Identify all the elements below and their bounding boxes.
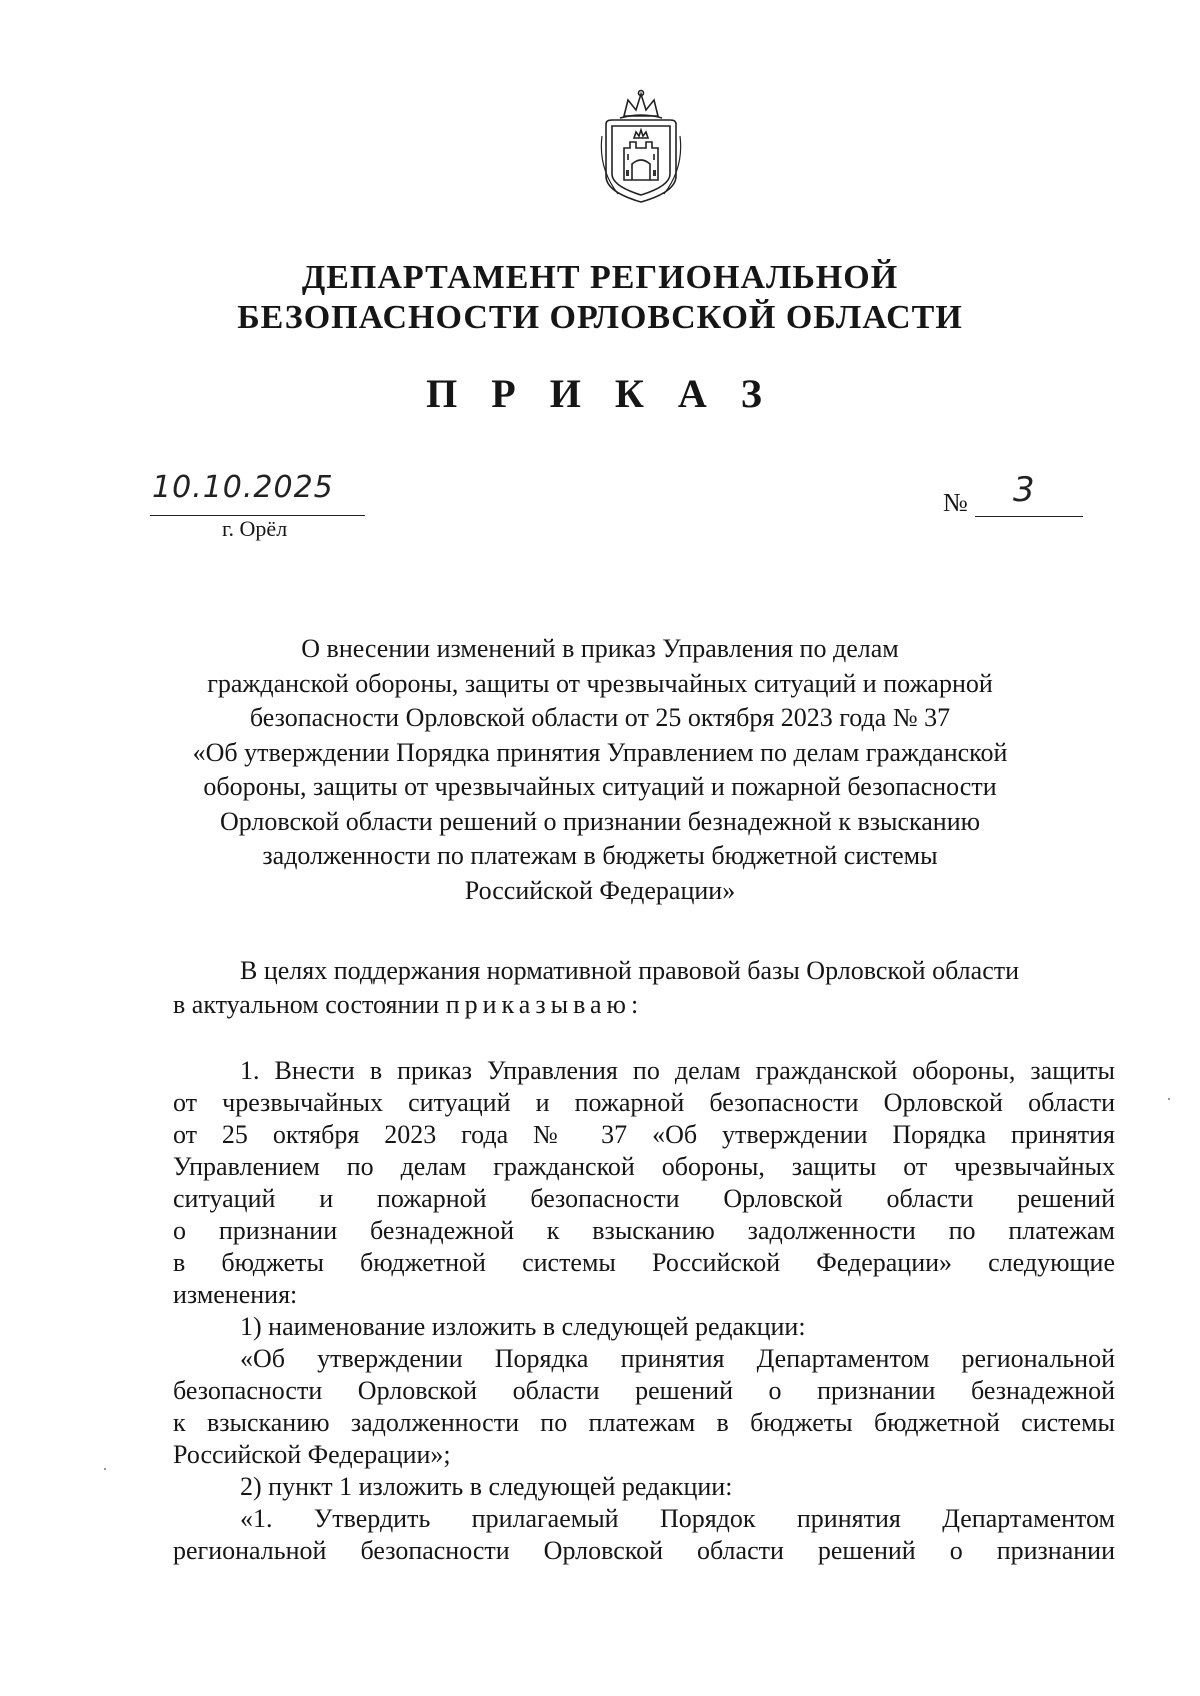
body-line: Российской Федерации»; <box>173 1440 451 1469</box>
order-subject <box>180 632 1020 908</box>
body-line: к взысканию задолженности по платежам в бюджеты бюджетной системы <box>173 1408 1115 1437</box>
preamble-order-line <box>173 989 1115 1021</box>
body-line: изменения: <box>173 1280 298 1309</box>
body-line: от чрезвычайных ситуаций и пожарной безопасности Орловской области <box>173 1088 1115 1117</box>
orel-region-coat-of-arms-icon <box>598 88 684 206</box>
body-line: «1. Утвердить прилагаемый Порядок принятия Департаментом <box>240 1504 1115 1533</box>
body-line: 1. Внести в приказ Управления по делам гражданской обороны, защиты <box>240 1056 1115 1085</box>
body-line: 1) наименование изложить в следующей редакции: <box>240 1312 806 1341</box>
subject-line: Орловской области решений о признании безнадежной к взысканию <box>219 806 981 836</box>
body-line: Управлением по делам гражданской обороны, защиты от чрезвычайных <box>173 1152 1115 1181</box>
order-verb: приказываю <box>445 990 631 1019</box>
subject-line: обороны, защиты от чрезвычайных ситуаций и пожарной безопасности <box>203 772 997 801</box>
handwritten-date: 10.10.2025 <box>152 470 334 505</box>
subject-line: гражданской обороны, защиты от чрезвычайных ситуаций и пожарной <box>207 668 993 698</box>
subject-line: О внесении изменений в приказ Управления по делам <box>301 634 899 663</box>
body-line: 2) пункт 1 изложить в следующей редакции: <box>240 1472 733 1501</box>
scan-speck <box>1168 1098 1170 1100</box>
department-title-line1: ДЕПАРТАМЕНТ РЕГИОНАЛЬНОЙ <box>301 259 899 296</box>
number-underline <box>975 516 1083 517</box>
subject-line: «Об утверждении Порядка принятия Управлением по делам гражданской <box>192 737 1008 767</box>
department-title-line2: БЕЗОПАСНОСТИ ОРЛОВСКОЙ ОБЛАСТИ <box>237 299 963 336</box>
body-line: ситуаций и пожарной безопасности Орловской области решений <box>173 1184 1115 1213</box>
number-sign: № <box>943 488 968 517</box>
subject-line: безопасности Орловской области от 25 октября 2023 года № 37 <box>249 703 951 732</box>
subject-line: задолженности по платежам в бюджеты бюджетной системы <box>262 841 938 870</box>
body-line: в бюджеты бюджетной системы Российской Федерации» следующие <box>173 1248 1115 1277</box>
preamble-line: В целях поддержания нормативной правовой базы Орловской области <box>240 956 1020 985</box>
body-line: о признании безнадежной к взысканию задолженности по платежам <box>173 1216 1115 1245</box>
preamble-text: в актуальном состоянии <box>173 990 446 1019</box>
body-line: «Об утверждении Порядка принятия Департаментом региональной <box>240 1344 1115 1373</box>
preamble-colon: : <box>630 990 639 1019</box>
city-label: г. Орёл <box>222 516 288 541</box>
body-line: безопасности Орловской области решений о признании безнадежной <box>173 1376 1115 1405</box>
handwritten-number: 3 <box>1013 470 1035 510</box>
document-type-title: П Р И К А З <box>426 371 774 416</box>
body-line: региональной безопасности Орловской области решений о признании <box>173 1536 1115 1565</box>
subject-line: Российской Федерации» <box>464 875 736 905</box>
body-line: от 25 октября 2023 года № 37 «Об утверждении Порядка принятия <box>173 1120 1115 1149</box>
scan-speck <box>104 1468 106 1470</box>
